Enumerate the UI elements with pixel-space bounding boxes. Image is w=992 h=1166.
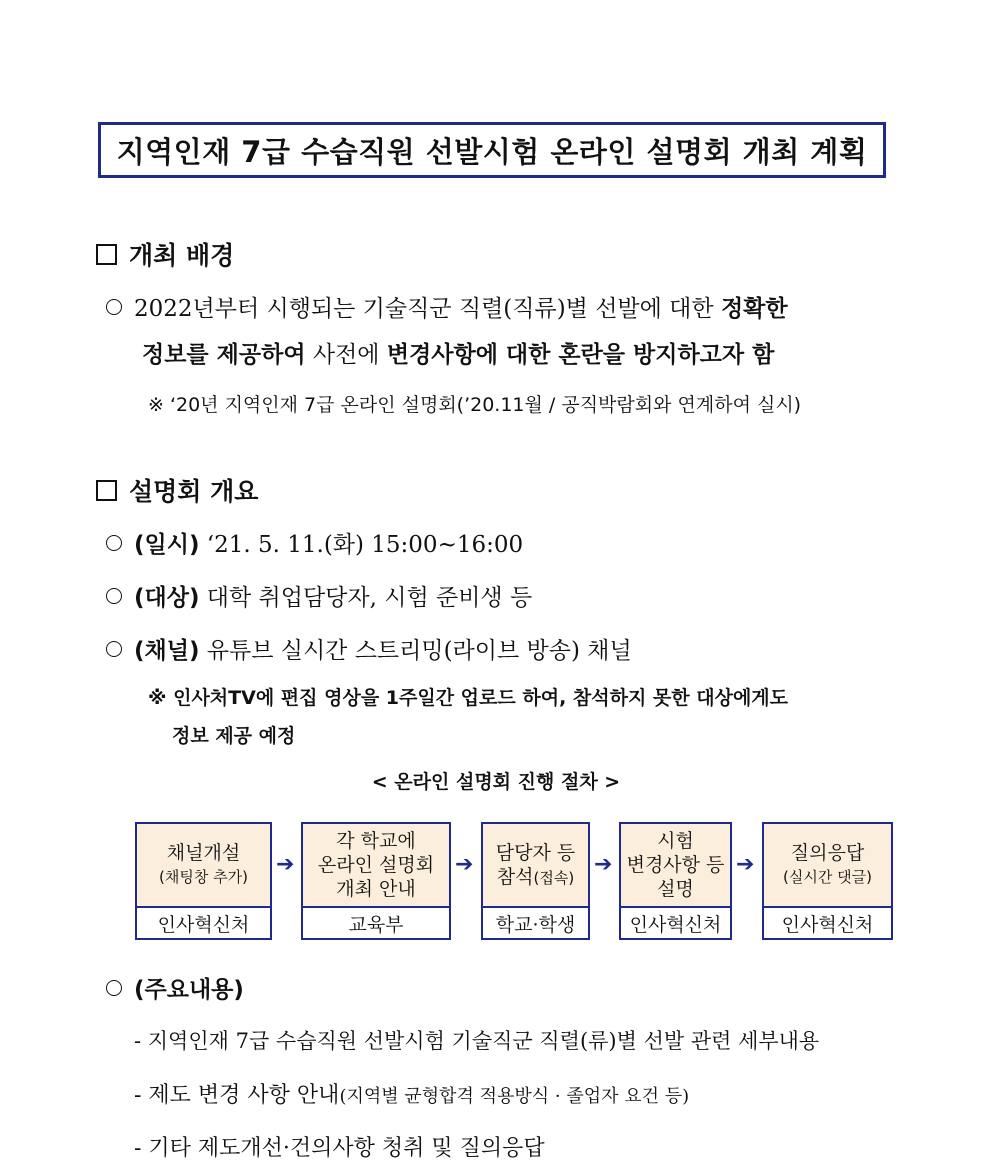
content-item-text: - 제도 변경 사항 안내: [134, 1083, 340, 1108]
step-owner: 인사혁신처: [137, 906, 270, 938]
flow-title: < 온라인 설명회 진행 절차 >: [371, 771, 621, 793]
channel-note-line2: 정보 제공 예정: [172, 725, 296, 747]
channel-label: (채널): [134, 638, 200, 664]
page-title: 지역인재 7급 수습직원 선발시험 온라인 설명회 개최 계획: [98, 122, 886, 178]
flow-step-1: [135, 822, 272, 940]
step-owner: 인사혁신처: [764, 906, 891, 938]
section-heading-overview: [96, 472, 258, 508]
arrow-right-icon: ➔: [276, 852, 295, 877]
arrow-right-icon: ➔: [594, 852, 613, 877]
content-item-1: - 지역인재 7급 수습직원 선발시험 기술직군 직렬(류)별 선발 관련 세부내용: [134, 1029, 820, 1053]
background-text-bold: 정보를 제공하여: [142, 342, 306, 368]
step-text: 온라인 설명회: [317, 854, 435, 876]
channel-note-line1: ※ 인사처TV에 편집 영상을 1주일간 업로드 하여, 참석하지 못한 대상에게도: [148, 687, 789, 709]
content-item-subtext: (지역별 균형합격 적용방식 · 졸업자 요건 등): [339, 1086, 690, 1107]
background-text-bold: 변경사항에 대한 혼란을 방지하고자 함: [386, 342, 775, 368]
circle-bullet-icon: [106, 535, 122, 551]
section-heading-text: 개최 배경: [129, 241, 235, 270]
background-note: ※ ‘20년 지역인재 7급 온라인 설명회(’20.11월 / 공직박람회와 연계하여 실시): [148, 394, 802, 416]
content-item-2: [134, 1078, 689, 1109]
step-text: 각 학교에: [336, 830, 416, 852]
background-paragraph-line1: [106, 290, 788, 323]
square-bullet-icon: [96, 480, 117, 501]
arrow-right-icon: ➔: [736, 852, 755, 877]
date-value: ‘21. 5. 11.(화) 15:00~16:00: [199, 532, 524, 558]
step-text: 참석: [496, 865, 534, 888]
step-text: 변경사항 등: [626, 854, 725, 876]
section-heading-text: 설명회 개요: [129, 477, 259, 506]
square-bullet-icon: [96, 244, 117, 265]
section-heading-background: [96, 236, 234, 272]
background-text: 사전에: [305, 342, 387, 368]
circle-bullet-icon: [106, 299, 122, 315]
circle-bullet-icon: [106, 641, 122, 657]
step-owner: 인사혁신처: [621, 906, 730, 938]
flow-step-2: [301, 822, 451, 940]
content-label: (주요내용): [134, 977, 244, 1003]
overview-channel: [106, 632, 632, 665]
flow-step-3: [481, 822, 590, 940]
background-paragraph-line2: [142, 336, 774, 369]
step-text: 설명: [657, 878, 694, 900]
flow-step-5: [762, 822, 893, 940]
channel-value: 유튜브 실시간 스트리밍(라이브 방송) 채널: [199, 638, 632, 664]
step-owner: 교육부: [303, 906, 449, 938]
arrow-right-icon: ➔: [455, 852, 474, 877]
step-text: 채널개설: [166, 842, 241, 864]
background-text: 2022년부터 시행되는 기술직군 직렬(직류)별 선발에 대한: [134, 296, 721, 322]
step-text: 질의응답: [790, 842, 865, 864]
target-value: 대학 취업담당자, 시험 준비생 등: [199, 585, 533, 611]
overview-date: [106, 526, 523, 559]
overview-target: [106, 579, 532, 612]
date-label: (일시): [134, 532, 200, 558]
step-subtext: (채팅창 추가): [159, 868, 248, 886]
background-text-bold: 정확한: [720, 296, 788, 322]
circle-bullet-icon: [106, 588, 122, 604]
step-owner: 학교·학생: [483, 906, 588, 938]
content-item-3: - 기타 제도개선·건의사항 청취 및 질의응답: [134, 1136, 545, 1161]
circle-bullet-icon: [106, 980, 122, 996]
step-subtext: (실시간 댓글): [783, 868, 872, 886]
overview-content: [106, 971, 244, 1004]
step-subtext: (접속): [533, 868, 575, 887]
step-text: 개최 안내: [336, 878, 416, 900]
step-text: 담당자 등: [495, 841, 576, 864]
step-text: 시험: [657, 830, 694, 852]
flow-step-4: [619, 822, 732, 940]
target-label: (대상): [134, 585, 200, 611]
